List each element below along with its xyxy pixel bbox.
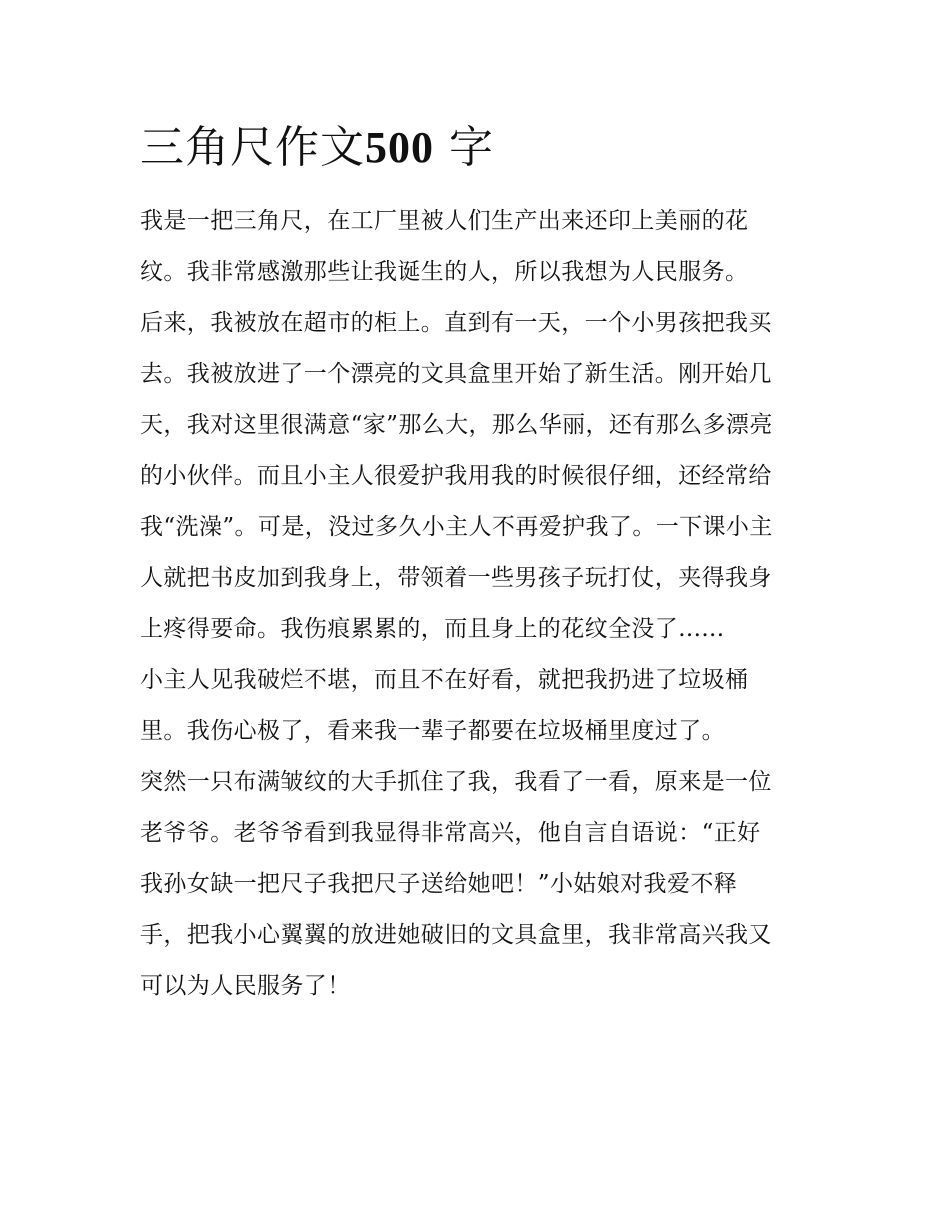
text-line: 人就把书皮加到我身上，带领着一些男孩子玩打仗，夹得我身	[140, 565, 772, 591]
text-line: 上疼得要命。我伤痕累累的，而且身上的花纹全没了......	[140, 616, 725, 642]
text-line: 去。我被放进了一个漂亮的文具盒里开始了新生活。刚开始几	[140, 361, 772, 387]
title-suffix: 字	[434, 122, 494, 173]
text-line: 天，我对这里很满意“家”那么大，那么华丽，还有那么多漂亮	[140, 412, 773, 438]
essay-body	[140, 196, 820, 1012]
text-line: 我“洗澡”。可是，没过多久小主人不再爱护我了。一下课小主	[140, 514, 773, 540]
text-line: 我孙女缺一把尺子我把尺子送给她吧！”小姑娘对我爱不释	[140, 871, 738, 897]
page-title	[140, 112, 840, 184]
text-line: 老爷爷。老爷爷看到我显得非常高兴，他自言自语说：“正好	[140, 820, 761, 846]
text-line: 手，把我小心翼翼的放进她破旧的文具盒里，我非常高兴我又	[140, 922, 772, 948]
text-line: 里。我伤心极了，看来我一辈子都要在垃圾桶里度过了。	[140, 718, 725, 744]
title-number: 500	[365, 123, 434, 172]
title-text: 三角尺作文	[140, 122, 365, 173]
text-line: 可以为人民服务了！	[140, 973, 351, 999]
text-line: 纹。我非常感激那些让我诞生的人，所以我想为人民服务。	[140, 259, 749, 285]
text-line: 小主人见我破烂不堪，而且不在好看，就把我扔进了垃圾桶	[140, 667, 749, 693]
text-line: 突然一只布满皱纹的大手抓住了我，我看了一看，原来是一位	[140, 769, 772, 795]
text-line: 后来，我被放在超市的柜上。直到有一天，一个小男孩把我买	[140, 310, 772, 336]
text-line: 的小伙伴。而且小主人很爱护我用我的时候很仔细，还经常给	[140, 463, 772, 489]
text-line: 我是一把三角尺，在工厂里被人们生产出来还印上美丽的花	[140, 208, 749, 234]
